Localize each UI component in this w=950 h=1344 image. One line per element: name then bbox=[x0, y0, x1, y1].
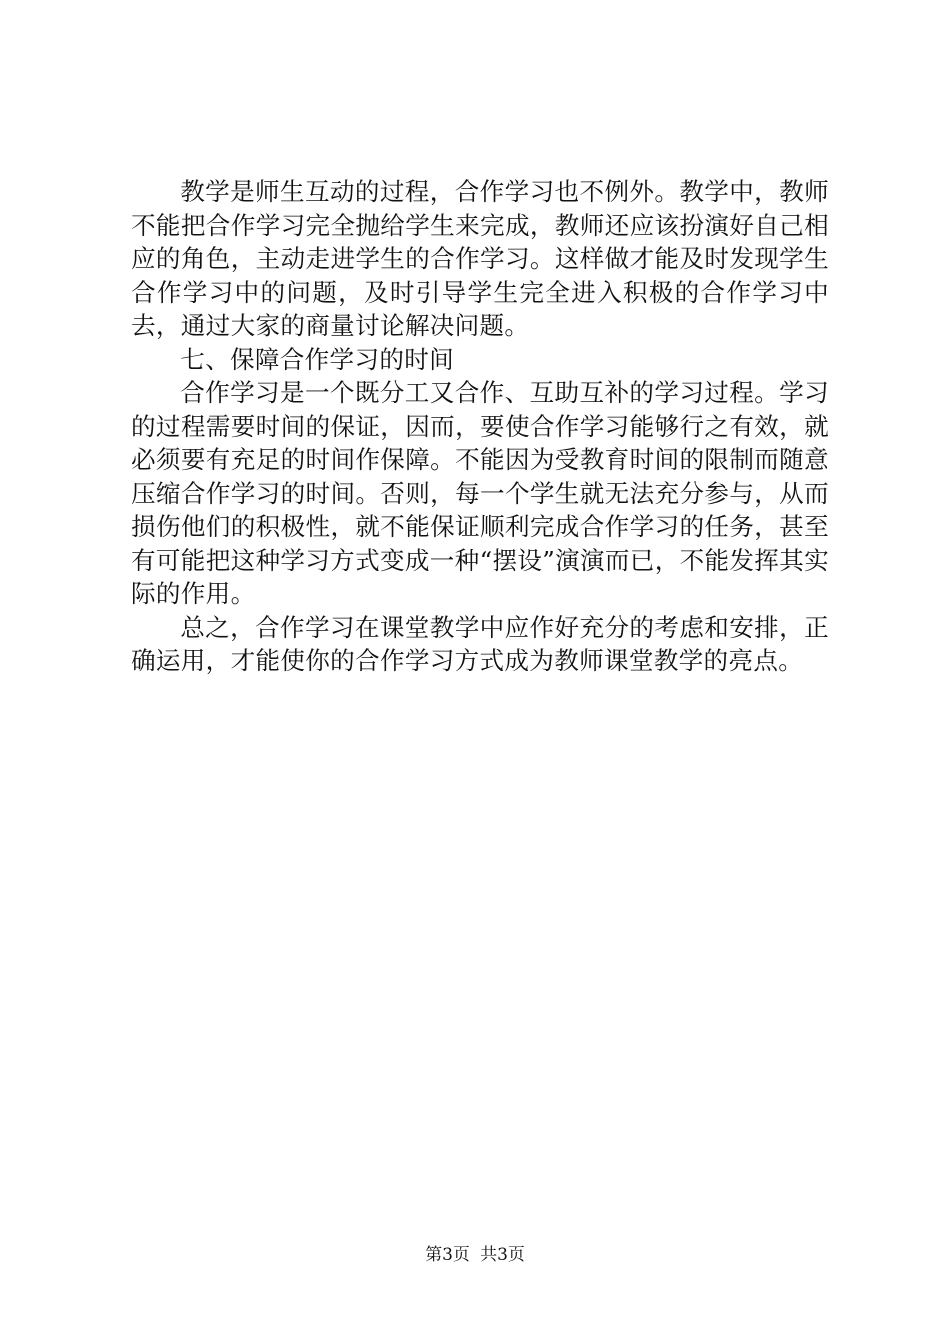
section-heading-time: 七、保障合作学习的时间 bbox=[180, 344, 455, 374]
page-number: 第3页 bbox=[425, 1245, 470, 1265]
document-body bbox=[131, 175, 829, 678]
paragraph-conclusion: 总之，合作学习在课堂教学中应作好充分的考虑和安排，正确运用，才能使你的合作学习方式成为教师课堂教学的亮点。 bbox=[131, 612, 829, 675]
page-footer bbox=[0, 1244, 950, 1266]
paragraph-teacher-role: 教学是师生互动的过程，合作学习也不例外。教学中，教师不能把合作学习完全抛给学生来完成，教师还应该扮演好自己相应的角色，主动走进学生的合作学习。这样做才能及时发现学生合作学习中的问题，及时引导学生完全进入积极的合作学习中去，通过大家的商量讨论解决问题。 bbox=[131, 177, 829, 340]
page-total: 共3页 bbox=[480, 1245, 525, 1265]
paragraph-time-guarantee: 合作学习是一个既分工又合作、互助互补的学习过程。学习的过程需要时间的保证，因而，要使合作学习能够行之有效，就必须要有充足的时间作保障。不能因为受教育时间的限制而随意压缩合作学习的时间。否则，每一个学生就无法充分参与，从而损伤他们的积极性，就不能保证顺利完成合作学习的任务，甚至有可能把这种学习方式变成一种“摆设”演演而已，不能发挥其实际的作用。 bbox=[131, 378, 829, 608]
